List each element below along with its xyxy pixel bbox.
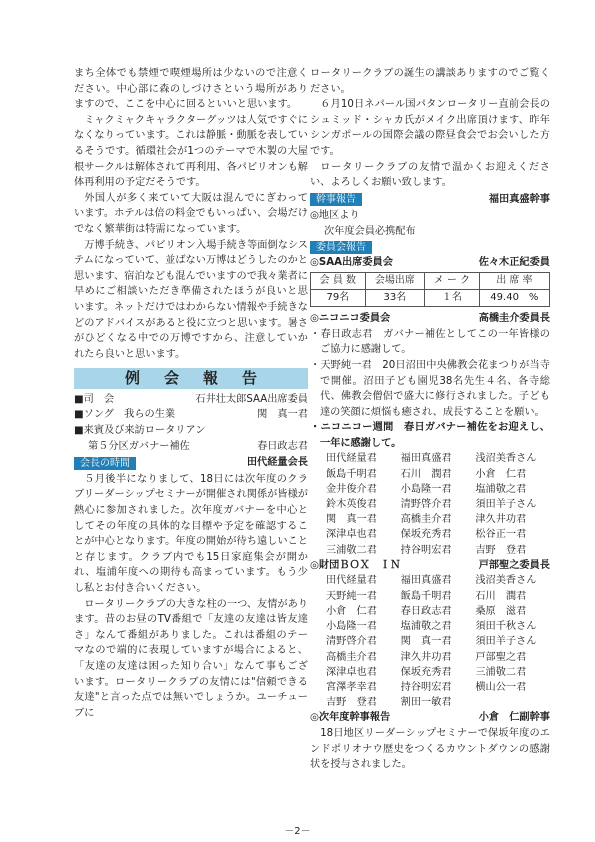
meeting-line-guests xyxy=(74,423,308,439)
member-name: 飯島千明君 xyxy=(400,590,452,602)
member-name: 福田真盛君 xyxy=(400,453,452,465)
committee-report-tag: 委員会報告 xyxy=(310,241,372,254)
meeting-line-label: ■ソング 我らの生業 xyxy=(74,409,176,421)
member-name: 保坂充秀君 xyxy=(400,666,452,678)
attendance-header-cell: 会場出席 xyxy=(365,273,424,290)
presidents-paragraph: ロータリークラブの大きな柱の一つ、友情があります。昔のお昼のTV番組で「友達の友達は皆友達さ」なんて番組がありました。これは番組のテーマなので端的に表現していますが場合によると、「友達の友達は困った知り合い」なんて事もございます。ロータリークラブの友情には"信頼できる友達"と言った点では無いでしょうか。ユーチューブに xyxy=(74,598,308,719)
saa-title: ◎SAA出席委員会 xyxy=(310,256,393,268)
member-name: 深津卓也君 xyxy=(326,666,377,678)
member-name: 福田真盛君 xyxy=(400,575,452,587)
secretary-name: 福田真盛幹事 xyxy=(488,193,550,205)
intro-paragraph: 外国人が多く来ていて大阪は混んでにぎわっています。ホテルは倍の料金でもいっぱい、会場だけでなく繁華街は特需になっています。 xyxy=(74,192,308,235)
member-name: 津久井功君 xyxy=(475,514,527,526)
member-name: 関 真一君 xyxy=(326,514,377,526)
nico-entry: ・春日政志君 ガバナー補佐としてこの一年皆様のご協力に感謝して。 xyxy=(310,328,550,356)
member-name: 関 真一君 xyxy=(400,636,452,648)
member-name: 持谷明宏君 xyxy=(400,681,452,693)
member-name: 天野純一君 xyxy=(326,590,377,602)
member-name: 横山公一君 xyxy=(475,681,527,693)
saa-name: 佐々木正紀委員 xyxy=(478,256,550,268)
right-paragraph: ６月10日ネパール国パタンロータリー直前会長のシュミッド・シャカ氏がメイク出席頂けます、昨年シンガポールの国際会議の際昼食会でお会いした方です。 xyxy=(310,99,550,157)
member-name: 深津卓也君 xyxy=(326,529,377,541)
meeting-line-value: 関 真一君 xyxy=(257,409,308,421)
meeting-line-chair xyxy=(74,392,308,408)
secretary-report-tag: 幹事報告 xyxy=(310,193,362,206)
member-name: 鈴木英俊君 xyxy=(326,499,377,511)
meeting-line-label: ■来賓及び来訪ロータリアン xyxy=(74,425,206,437)
guest-line xyxy=(74,439,308,455)
member-name: 吉野 登君 xyxy=(475,544,527,556)
intro-paragraph: 万博手続き、パビリオン入場手続き等面倒なシステムになっていて、並ばない万博はどうしたのかと思います、宿泊なども混んでいますので我々業者に早めにご相談いただき準備されたほうが良いと思います。ネットだけではわからない情報や手続きなどのアドバイスがあると役に立つと思います。暑さがひどくなる中での万博ですから、注意していかれたら良いと思います。 xyxy=(74,239,308,360)
right-column xyxy=(310,66,550,773)
member-name: 高橋圭介君 xyxy=(400,514,452,526)
guest-name: 春日政志君 xyxy=(257,440,308,452)
intro-paragraph: ミャクミャクキャラクターグッツは人気ですぐになくなりっています。これは静脈・動脈を表しているそうです。循環社会が1つのテーマで木製の大屋根サークルは解体されて再利用、各パビリオンも解体再利用の予定だそうです。 xyxy=(74,114,308,189)
meeting-line-song xyxy=(74,407,308,423)
member-name: 戸部聖之君 xyxy=(475,651,527,663)
member-name: 桑原 滋君 xyxy=(475,605,527,617)
member-name: 浅沼美香さん xyxy=(475,453,537,465)
secretary-report-header xyxy=(310,192,550,208)
attendance-header-row xyxy=(311,273,550,290)
continuation-paragraph: ロータリークラブの誕生の講談ありますのでご覧ください。 xyxy=(310,68,550,95)
nico-name: 高橋圭介委員長 xyxy=(478,313,550,325)
attendance-value-cell: 49.40 % xyxy=(479,290,549,307)
presidents-time-header xyxy=(74,455,308,471)
member-name: 石川 潤君 xyxy=(475,590,527,602)
member-name: 田代経量君 xyxy=(326,453,377,465)
member-name: 金井俊介君 xyxy=(326,483,377,495)
member-name: 春日政志君 xyxy=(400,605,452,617)
member-name: 浅沼美香さん xyxy=(475,575,537,587)
member-name: 須田千秋さん xyxy=(475,621,537,633)
member-name: 小倉 仁君 xyxy=(326,605,377,617)
nico-week-title: ・ニコニコー週間 春日ガバナー補佐をお迎えし、一年に感謝して。 xyxy=(310,422,550,449)
attendance-value-cell: 79名 xyxy=(311,290,366,307)
foundation-box-header xyxy=(310,558,550,574)
attendance-header-cell: 会 員 数 xyxy=(311,273,366,290)
member-name: 清野啓介君 xyxy=(400,499,452,511)
intro-section xyxy=(74,66,308,362)
member-name: 塩浦敬之君 xyxy=(475,483,527,495)
member-name: 須田羊子さん xyxy=(475,636,537,648)
nico-entry: ・天野純一君 20日沼田中央佛教会花まつりが当寺で開催。沼田子ども園児38名先生４名、各寺総代、佛教会僧侶で盛大に修行されました。子ども達の笑顔に煩悩も癒され、成長することを願い。 xyxy=(310,359,550,418)
nico-title: ◎ニコニコ委員会 xyxy=(310,313,391,325)
member-name: 持谷明宏君 xyxy=(400,544,452,556)
foundation-box-name: 戸部聖之委員長 xyxy=(478,559,550,571)
meeting-line-value: 石井壮太郎SAA出席委員 xyxy=(195,393,308,405)
attendance-header-cell: メ ー ク xyxy=(425,273,480,290)
nico-week-members xyxy=(310,451,550,557)
saa-header xyxy=(310,255,550,271)
member-name: 小倉 仁君 xyxy=(475,468,527,480)
left-column xyxy=(74,66,308,721)
meeting-line-label: ■司 会 xyxy=(74,393,115,405)
presidents-paragraph: ５月後半になりまして、18日には次年度のクラブリーダーシップセミナーが開催され関係が皆様が熱心に参加されました。次年度ガバナーを中心としてその年度の具体的な目標や予定を確認することが中心となります。年度の開始が待ち遠しいことと存じます。クラブ内でも15日家庭集会が開かれ、塩浦年度への期待も高まっています。もう少し私とお付き合いください。 xyxy=(74,473,308,594)
attendance-value-cell: １名 xyxy=(425,290,480,307)
member-name: 津久井功君 xyxy=(400,651,452,663)
right-paragraph: ロータリークラブの友情で温かくお迎えください、よろしくお願い致します。 xyxy=(310,161,550,189)
attendance-table xyxy=(310,272,550,307)
member-name: 石川 潤君 xyxy=(400,468,452,480)
member-name: 割田一敏君 xyxy=(400,697,452,709)
member-name: 三浦敬二君 xyxy=(475,666,527,678)
attendance-value-cell: 33名 xyxy=(365,290,424,307)
member-name: 小島隆一君 xyxy=(400,483,452,495)
member-name: 松谷正一君 xyxy=(475,529,527,541)
member-name: 塩浦敬之君 xyxy=(400,621,452,633)
member-name: 吉野 登君 xyxy=(326,697,377,709)
member-name: 飯島千明君 xyxy=(326,468,377,480)
attendance-value-row xyxy=(311,290,550,307)
member-name: 三浦敬二君 xyxy=(326,544,377,556)
member-name xyxy=(475,695,550,710)
page-number: －2－ xyxy=(284,826,311,837)
member-name: 保坂充秀君 xyxy=(400,529,452,541)
member-name: 小島隆一君 xyxy=(326,621,377,633)
member-name: 田代経量君 xyxy=(326,575,377,587)
presidents-time-tag: 会長の時間 xyxy=(74,457,136,470)
committee-report-header xyxy=(310,241,550,254)
member-name: 宮澤孝幸君 xyxy=(326,681,377,693)
member-name: 清野啓介君 xyxy=(326,636,377,648)
next-secretary-header xyxy=(310,710,550,726)
next-secretary-title: ◎次年度幹事報告 xyxy=(310,712,391,724)
meeting-report-banner: 例会報告 xyxy=(74,368,308,389)
member-name: 須田羊子さん xyxy=(475,499,537,511)
intro-paragraph: まち全体でも禁煙で喫煙場所は少ないので注意ください。中心部に森のしづけさという場所がありますので、ここを中心に回るといいと思います。 xyxy=(74,68,308,111)
guest-label: 第５分区ガバナー補佐 xyxy=(88,440,190,452)
secretary-from: ◎地区より xyxy=(310,210,360,222)
next-secretary-text: 18日地区リーダーシップセミナーで保坂年度のエンドポリオナウ歴史をつくるカウントダウンの感謝状を授与されました。 xyxy=(310,727,550,771)
foundation-box-members xyxy=(310,573,550,710)
nico-header xyxy=(310,311,550,327)
secretary-item: 次年度会員必携配布 xyxy=(324,225,416,237)
member-name: 高橋圭介君 xyxy=(326,651,377,663)
presidents-time-speaker: 田代経量会長 xyxy=(246,457,308,469)
next-secretary-name: 小倉 仁副幹事 xyxy=(478,712,550,724)
foundation-box-title: ◎財団ＢＯＸ ＩＮ xyxy=(310,559,401,571)
attendance-header-cell: 出 席 率 xyxy=(479,273,549,290)
